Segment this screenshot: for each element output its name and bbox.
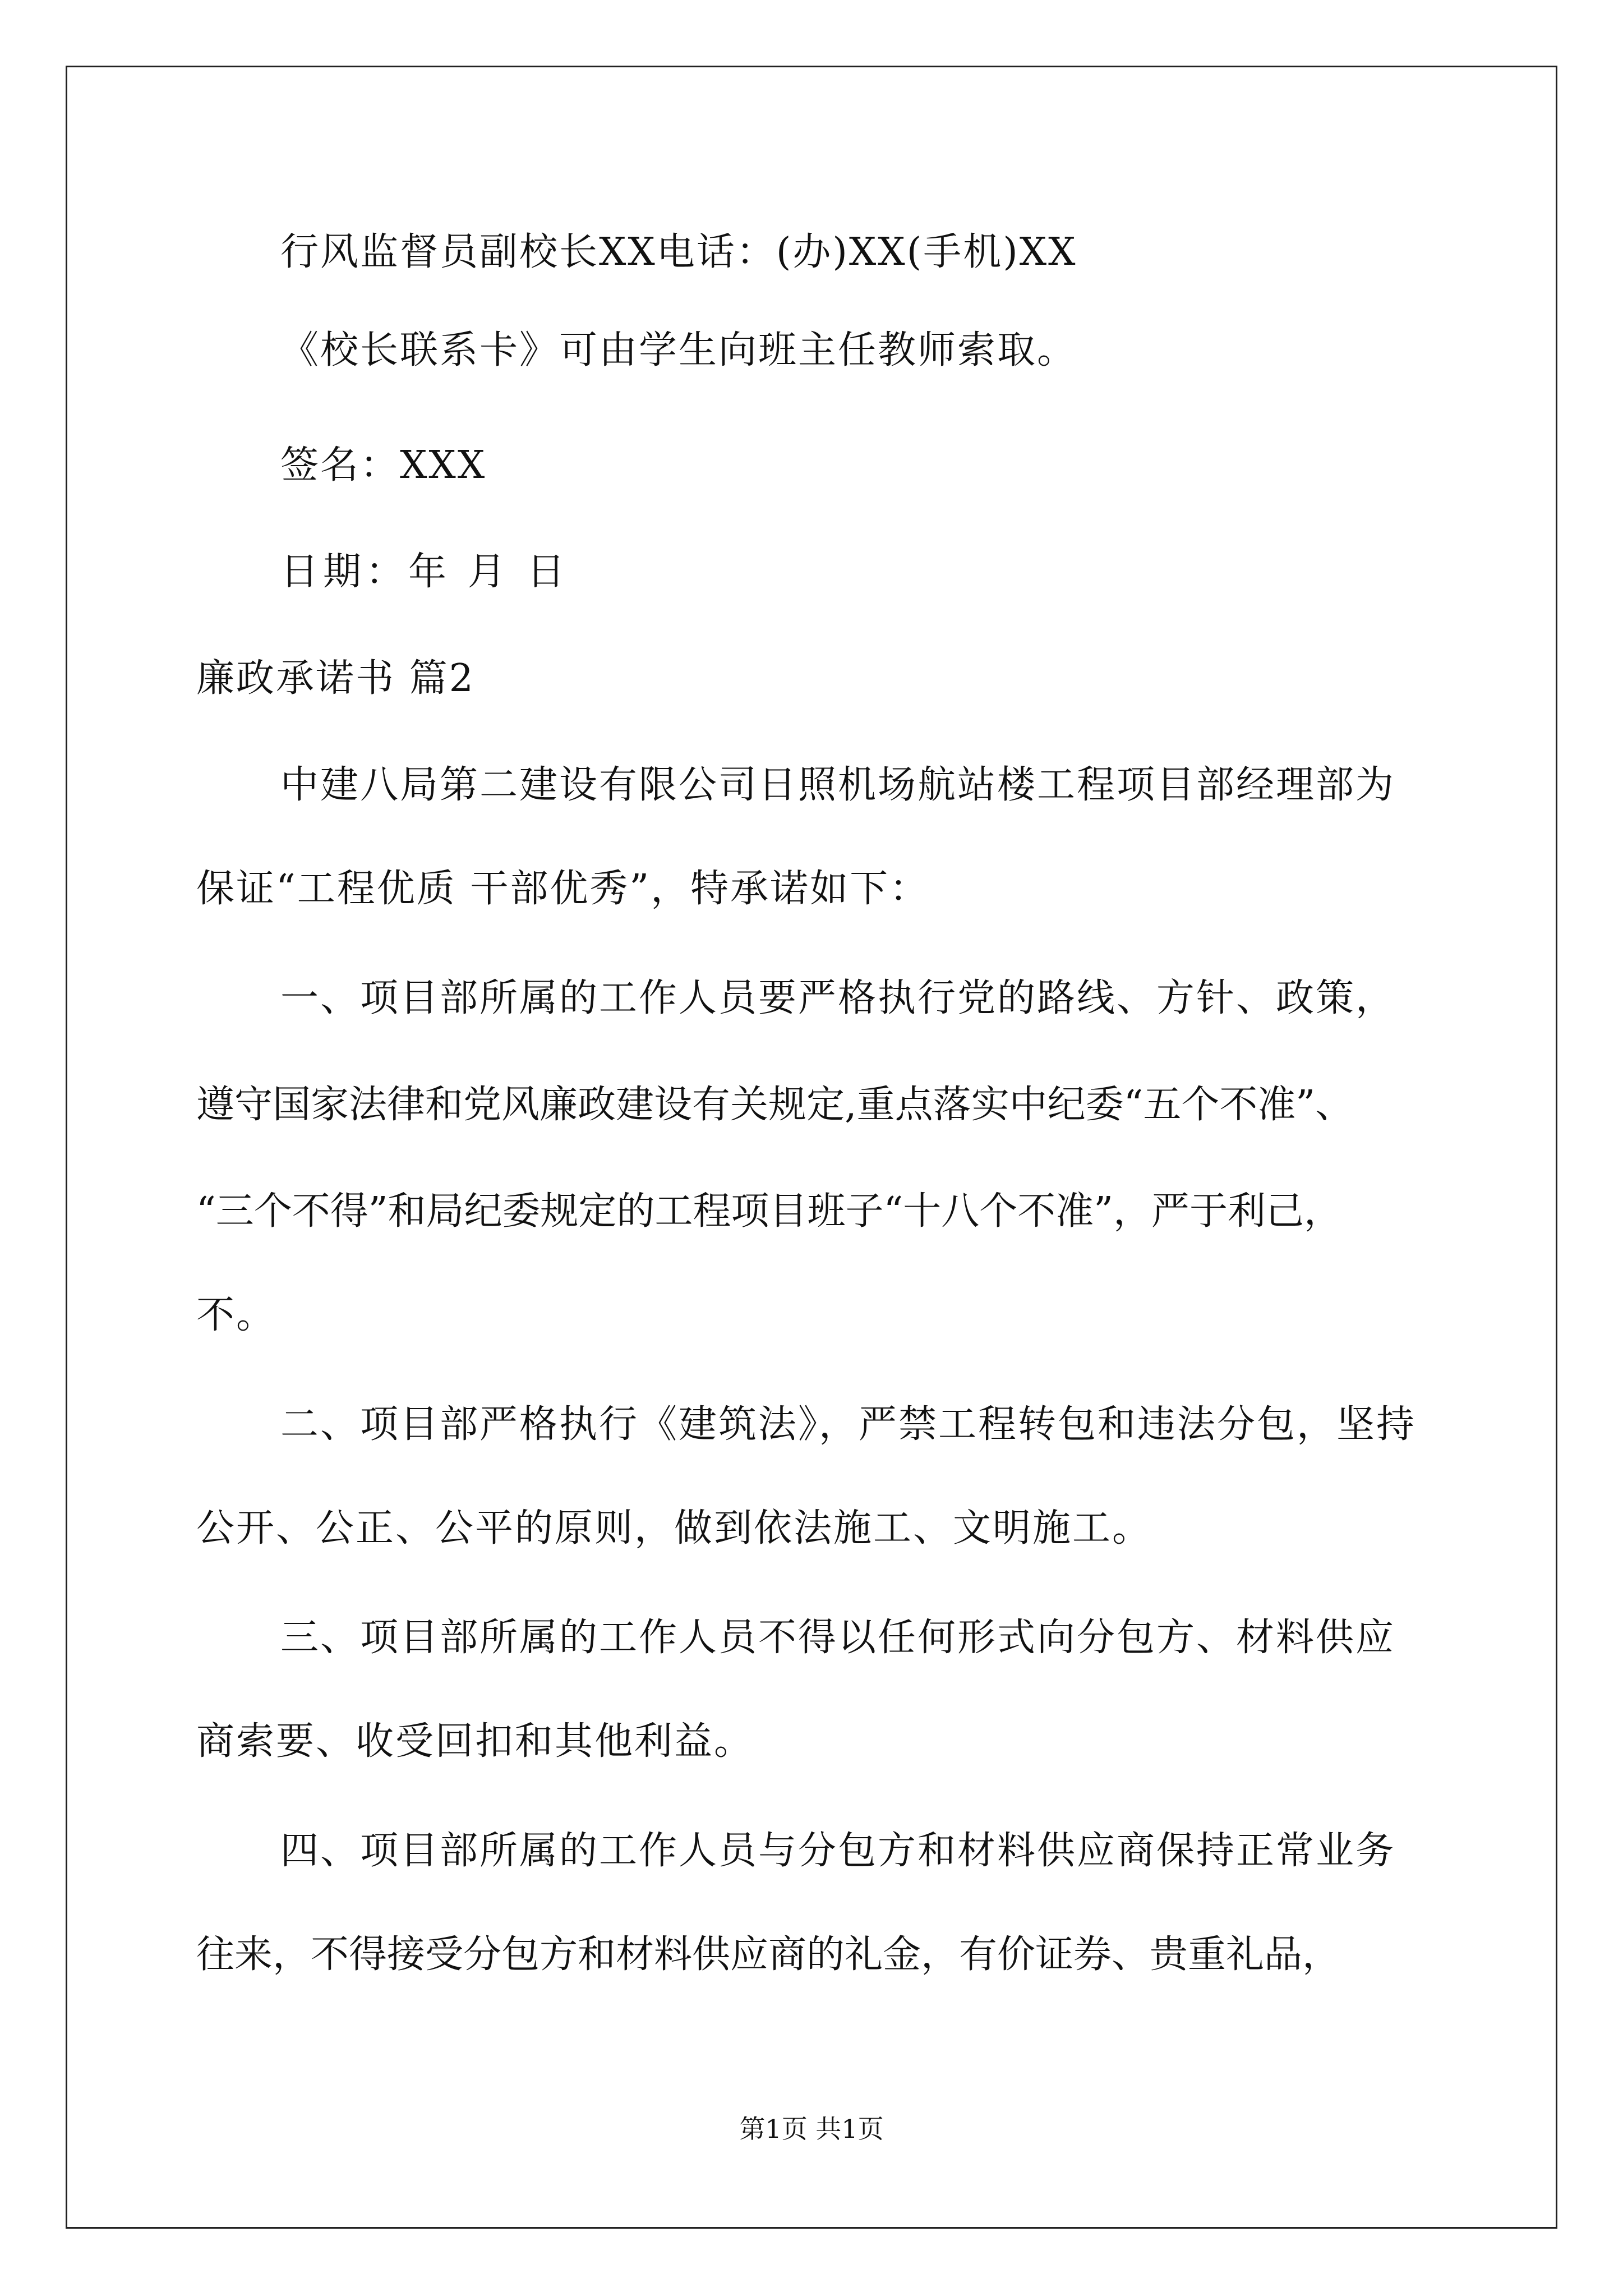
signature-line: 签名：XXX [280, 443, 487, 487]
page-number: 第1页 共1页 [739, 2114, 884, 2144]
paragraph-line: 商索要、收受回扣和其他利益。 [196, 1719, 754, 1764]
paragraph-line: 中建八局第二建设有限公司日照机场航站楼工程项目部经理部为 [280, 763, 1396, 807]
paragraph-line: 不。 [196, 1293, 276, 1337]
paragraph-line: “三个不得”和局纪委规定的工程项目班子“十八个不准”，严于利己， [196, 1189, 1343, 1234]
section-title: 廉政承诺书 篇2 [196, 656, 475, 701]
paragraph-line: 保证“工程优质 干部优秀”，特承诺如下： [196, 867, 930, 911]
contact-card-line: 《校长联系卡》可由学生向班主任教师索取。 [280, 328, 1077, 372]
paragraph-line: 一、项目部所属的工作人员要严格执行党的路线、方针、政策， [280, 976, 1396, 1020]
paragraph-line: 遵守国家法律和党风廉政建设有关规定,重点落实中纪委“五个不准”、 [196, 1083, 1354, 1127]
paragraph-line: 公开、公正、公平的原则，做到依法施工、文明施工。 [196, 1506, 1152, 1550]
paragraph-line: 四、项目部所属的工作人员与分包方和材料供应商保持正常业务 [280, 1829, 1396, 1873]
paragraph-line: 往来，不得接受分包方和材料供应商的礼金，有价证券、贵重礼品， [196, 1932, 1341, 1977]
paragraph-line: 二、项目部严格执行《建筑法》，严禁工程转包和违法分包，坚持 [280, 1402, 1417, 1447]
page-border [66, 66, 1557, 2229]
paragraph-line: 三、项目部所属的工作人员不得以任何形式向分包方、材料供应 [280, 1616, 1396, 1660]
supervisor-contact-line: 行风监督员副校长XX电话：(办)XX(手机)XX [280, 230, 1077, 274]
date-line: 日期：年 月 日 [280, 550, 570, 594]
